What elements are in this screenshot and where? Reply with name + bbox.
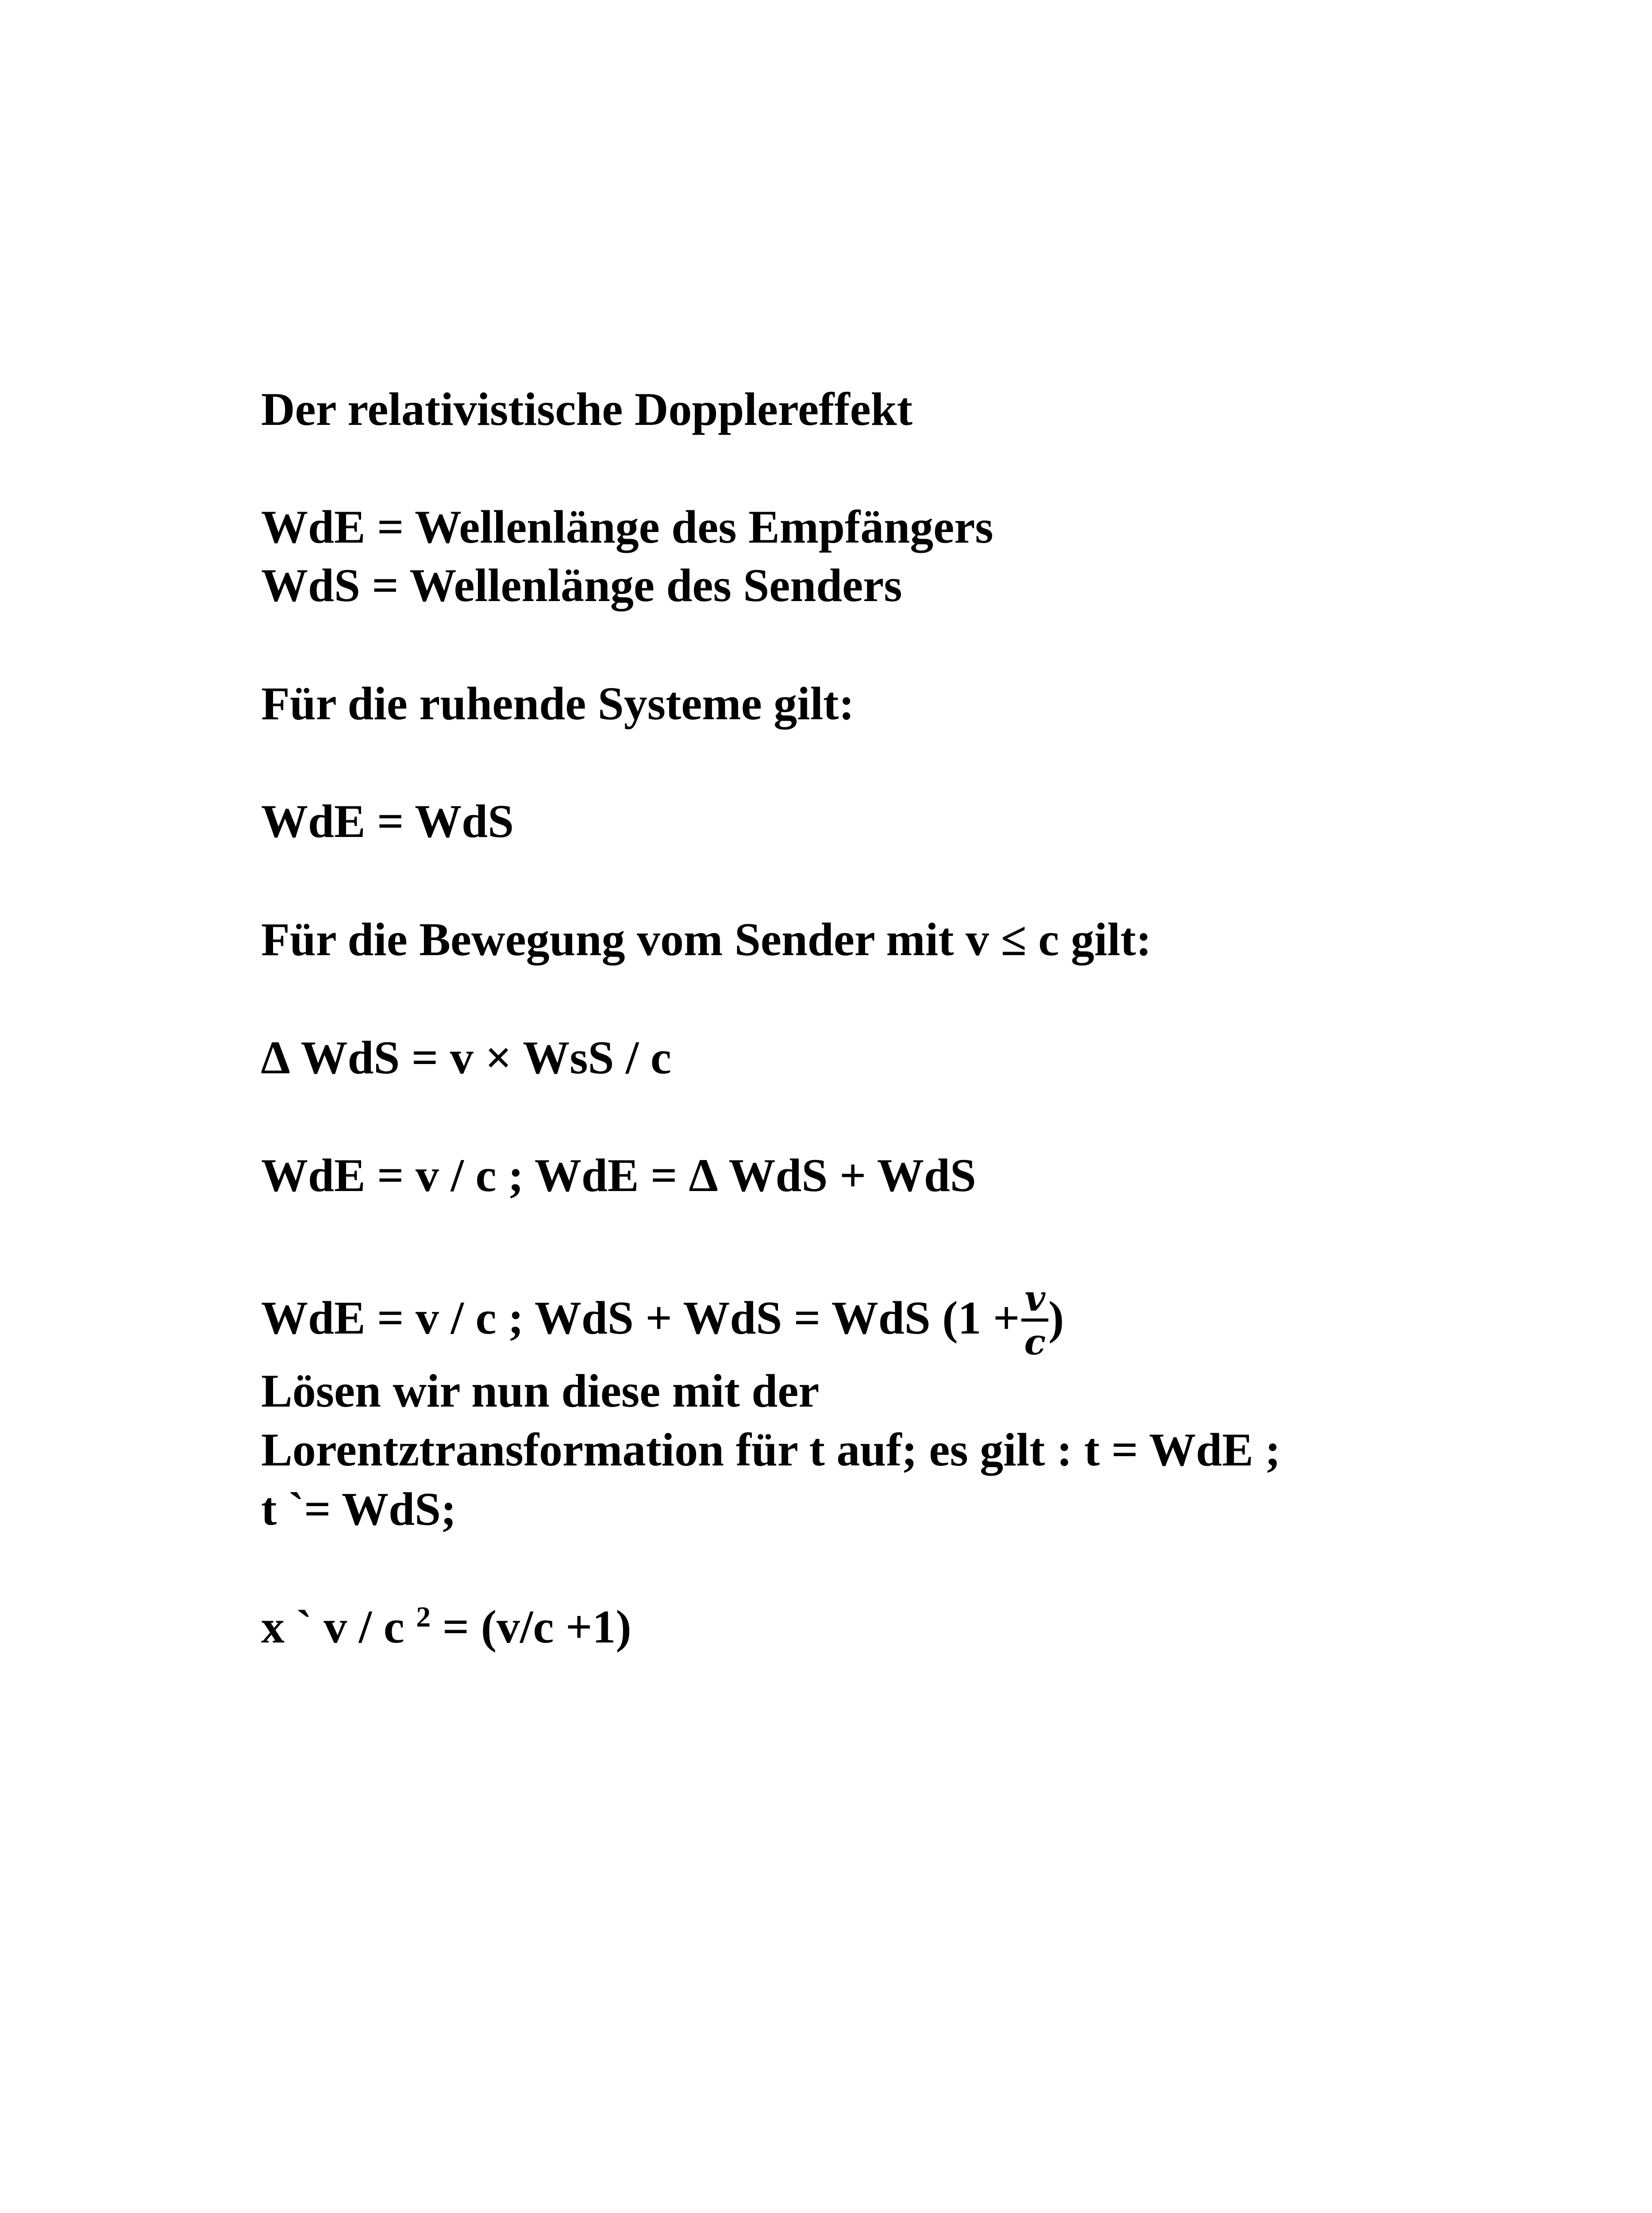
last-equation-before: x ` v / c [261,1601,404,1653]
final-equation [261,1277,1064,1363]
rest-systems-heading: Für die ruhende Systeme gilt: [261,678,855,729]
solve-line-2: Lorentztransformation für t auf; es gilt : t = WdE ; [261,1424,1281,1476]
last-equation [261,1600,632,1660]
fraction-v-over-c [1021,1278,1048,1362]
document-title: Der relativistische Dopplereffekt [261,383,913,435]
delta-equation: ∆ WdS = v × WsS / c [261,1032,671,1083]
solve-line-1: Lösen wir nun diese mit der [261,1365,820,1417]
final-equation-suffix: ) [1048,1292,1064,1344]
fraction-numerator: v [1021,1278,1048,1322]
final-equation-prefix: WdE = v / c ; WdS + WdS = WdS (1 + [261,1292,1020,1344]
definition-wde: WdE = Wellenlänge des Empfängers [261,501,994,553]
motion-heading: Für die Bewegung vom Sender mit v ≤ c gilt: [261,914,1152,965]
definition-wds: WdS = Wellenlänge des Senders [261,559,902,611]
wde-equation: WdE = v / c ; WdE = ∆ WdS + WdS [261,1149,976,1201]
fraction-denominator: c [1024,1321,1046,1363]
exponent: 2 [416,1601,431,1633]
solve-line-3: t `= WdS; [261,1483,457,1535]
rest-equation: WdE = WdS [261,795,514,847]
last-equation-after: = (v/c +1) [431,1601,632,1653]
